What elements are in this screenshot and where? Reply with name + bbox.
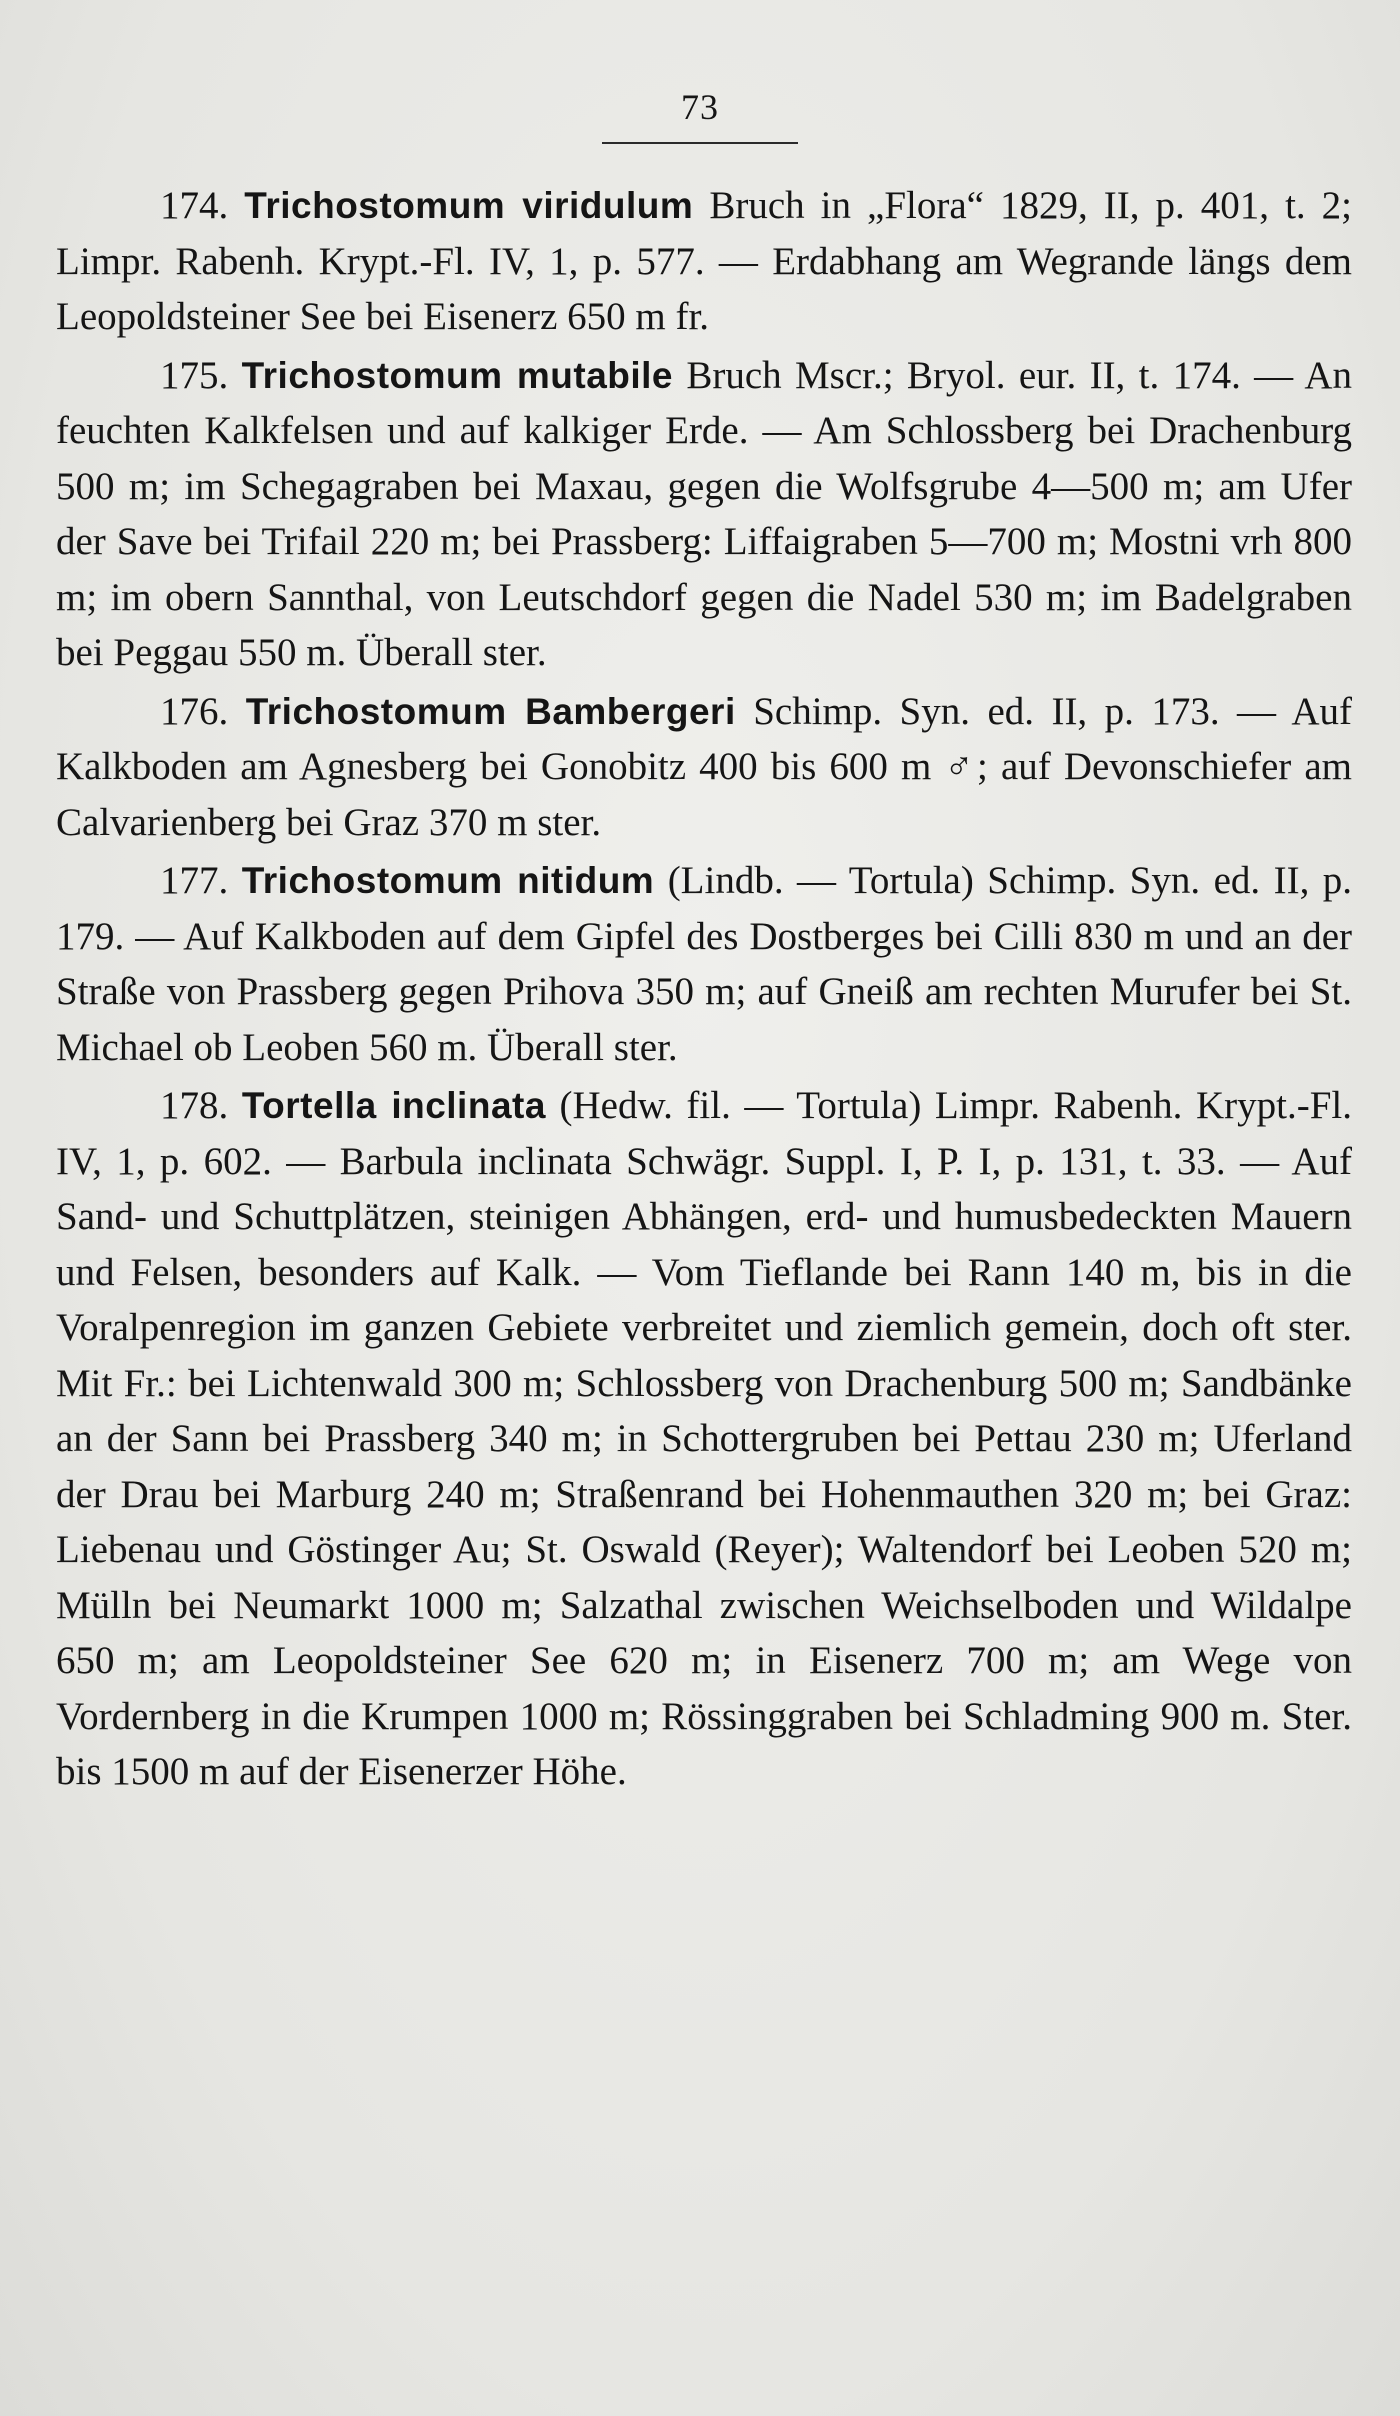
taxon-name: Trichostomum Bambergeri <box>245 690 736 732</box>
entry-text: Schimp. Syn. ed. II, p. 173. — Auf Kalkboden am Agnesberg bei Gonobitz 400 bis 600 m ♂; auf Devonschiefer am Calvarienberg bei Graz 370 m ster. <box>56 689 1352 844</box>
entry-text: (Hedw. fil. — Tortula) Limpr. Rabenh. Krypt.-Fl. IV, 1, p. 602. — Barbula inclinata Schwägr. Suppl. I, P. I, p. 131, t. 33. — Auf Sand- und Schuttplätzen, steinigen Abhängen, erd- und humusbedeckten Mauern und Felsen, besonders auf Kalk. — Vom Tieflande bei Rann 140 m, bis in die Voralpenregion im ganzen Gebiete verbreitet und ziemlich gemein, doch oft ster. Mit Fr.: bei Lichtenwald 300 m; Schlossberg von Drachenburg 500 m; Sandbänke an der Sann bei Prassberg 340 m; in Schottergruben bei Pettau 230 m; Uferland der Drau bei Marburg 240 m; Straßenrand bei Hohenmauthen 320 m; bei Graz: Liebenau und Göstinger Au; St. Oswald (Reyer); Waltendorf bei Leoben 520 m; Mülln bei Neumarkt 1000 m; Salzathal zwischen Weichselboden und Wildalpe 650 m; am Leopoldsteiner See 620 m; in Eisenerz 700 m; am Wege von Vordernberg in die Krumpen 1000 m; Rössinggraben bei Schladming 900 m. Ster. bis 1500 m auf der Eisenerzer Höhe. <box>56 1084 1352 1793</box>
entry-number: 177. <box>160 859 229 902</box>
entry-text: Bruch in „Flora“ 1829, II, p. 401, t. 2; Limpr. Rabenh. Krypt.-Fl. IV, 1, p. 577. — Erdabhang am Wegrande längs dem Leopoldsteiner See bei Eisenerz 650 m fr. <box>56 184 1353 338</box>
entry-number: 174. <box>160 184 229 227</box>
entry-text: Bruch Mscr.; Bryol. eur. II, t. 174. — An feuchten Kalkfelsen und auf kalkiger Erde. — Am Schlossberg bei Drachenburg 500 m; im Schegagraben bei Maxau, gegen die Wolfsgrube 4—500 m; am Ufer der Save bei Trifail 220 m; bei Prassberg: Liffaigraben 5—700 m; Mostni vrh 800 m; im obern Sannthal, von Leutschdorf gegen die Nadel 530 m; im Badelgraben bei Peggau 550 m. Überall ster. <box>56 353 1353 674</box>
text-column <box>56 178 1352 1803</box>
species-entry-177 <box>56 853 1352 1075</box>
page-number: 73 <box>681 87 719 127</box>
entry-number: 175. <box>160 353 229 397</box>
taxon-name: Tortella inclinata <box>241 1085 546 1126</box>
taxon-name: Trichostomum nitidum <box>241 860 655 901</box>
entry-number: 176. <box>160 689 229 733</box>
header-rule <box>602 142 798 144</box>
species-entry-175 <box>56 348 1352 681</box>
taxon-name: Trichostomum viridulum <box>244 185 694 226</box>
species-entry-176 <box>56 684 1352 851</box>
entry-number: 178. <box>160 1084 229 1127</box>
species-entry-178 <box>56 1078 1352 1800</box>
species-entry-174 <box>56 178 1352 345</box>
entry-text: (Lindb. — Tortula) Schimp. Syn. ed. II, p. 179. — Auf Kalkboden auf dem Gipfel des Dostberges bei Cilli 830 m und an der Straße von Prassberg gegen Prihova 350 m; auf Gneiß am rechten Murufer bei St. Michael ob Leoben 560 m. Überall ster. <box>56 859 1353 1069</box>
taxon-name: Trichostomum mutabile <box>241 354 674 396</box>
